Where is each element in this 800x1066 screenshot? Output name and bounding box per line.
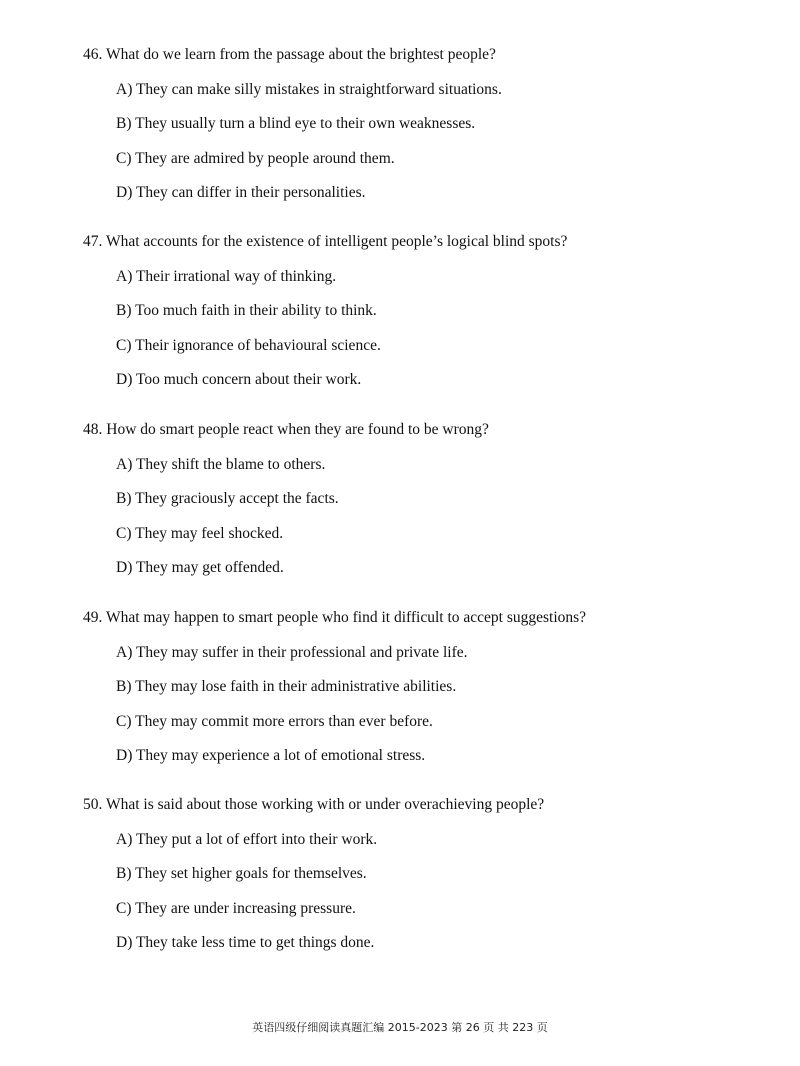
option-d: D) Too much concern about their work.	[116, 371, 362, 388]
question-47	[83, 232, 773, 390]
question-49	[83, 608, 773, 766]
option-list	[83, 80, 773, 204]
option-d: D) They may experience a lot of emotional stress.	[116, 747, 426, 764]
option-a: A) They may suffer in their professional and private life.	[116, 643, 468, 661]
question-stem: 46. What do we learn from the passage about the brightest people?	[83, 46, 496, 63]
option-list	[83, 455, 773, 579]
option-a: A) They can make silly mistakes in straightforward situations.	[116, 80, 502, 98]
option-b: B) They set higher goals for themselves.	[116, 865, 367, 882]
question-50	[83, 795, 773, 953]
option-b: B) They may lose faith in their administrative abilities.	[116, 678, 457, 695]
option-a: A) They put a lot of effort into their work.	[116, 830, 378, 848]
question-46	[83, 45, 773, 203]
option-d: D) They can differ in their personalities.	[116, 184, 366, 201]
page-footer: 英语四级仔细阅读真题汇编 2015-2023 第 26 页 共 223 页	[252, 1021, 548, 1034]
option-c: C) Their ignorance of behavioural science.	[116, 336, 381, 354]
question-stem: 50. What is said about those working with or under overachieving people?	[83, 796, 545, 813]
option-a: A) They shift the blame to others.	[116, 455, 326, 473]
option-c: C) They may commit more errors than ever before.	[116, 712, 433, 730]
option-list	[83, 643, 773, 767]
option-b: B) They usually turn a blind eye to their own weaknesses.	[116, 115, 476, 132]
option-c: C) They may feel shocked.	[116, 524, 284, 542]
option-b: B) They graciously accept the facts.	[116, 490, 339, 507]
question-stem: 47. What accounts for the existence of intelligent people’s logical blind spots?	[83, 233, 568, 250]
option-c: C) They are admired by people around them.	[116, 149, 395, 167]
question-stem: 49. What may happen to smart people who find it difficult to accept suggestions?	[83, 609, 587, 626]
option-a: A) Their irrational way of thinking.	[116, 267, 337, 285]
option-list	[83, 267, 773, 391]
question-stem: 48. How do smart people react when they are found to be wrong?	[83, 421, 489, 438]
option-list	[83, 830, 773, 954]
question-48	[83, 420, 773, 578]
option-c: C) They are under increasing pressure.	[116, 899, 356, 917]
option-b: B) Too much faith in their ability to think.	[116, 302, 377, 319]
option-d: D) They may get offended.	[116, 559, 284, 576]
option-d: D) They take less time to get things done.	[116, 934, 375, 951]
